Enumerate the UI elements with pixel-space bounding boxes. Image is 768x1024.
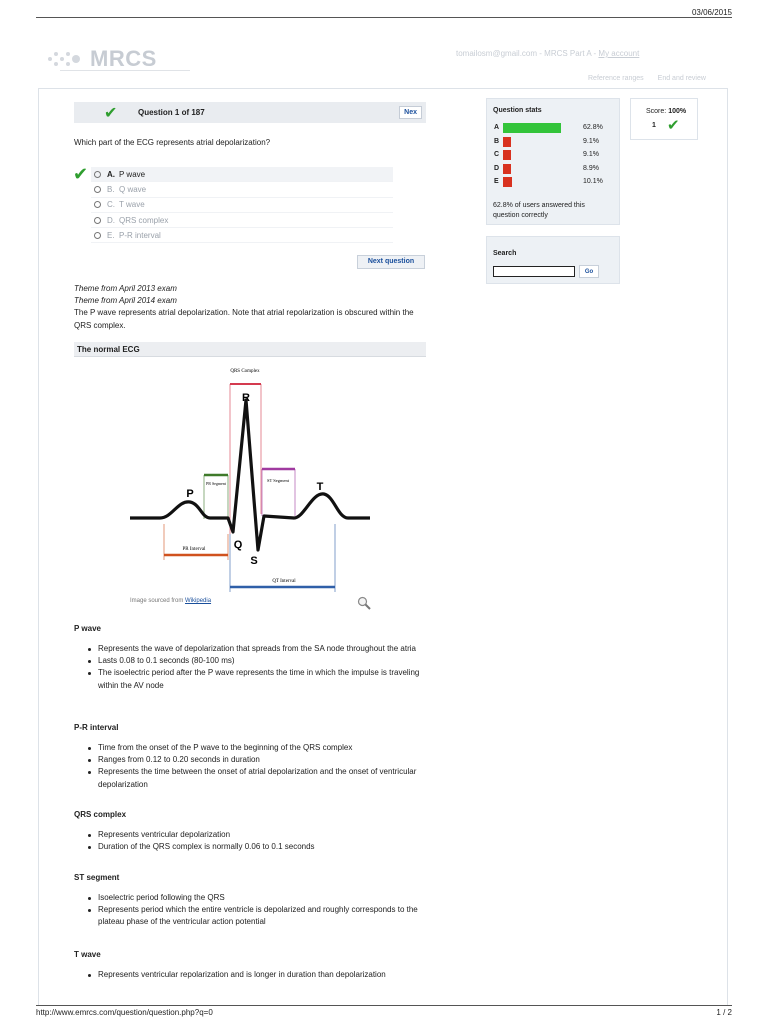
stats-percent: 10.1% — [583, 178, 603, 185]
question-text: Which part of the ECG represents atrial depolarization? — [74, 138, 271, 147]
search-title: Search — [493, 250, 517, 257]
end-and-review-link[interactable]: End and review — [657, 75, 706, 82]
next-question-button[interactable]: Next question — [357, 255, 425, 269]
stats-percent: 62.8% — [583, 124, 603, 131]
stats-percent: 9.1% — [583, 151, 599, 158]
pr-segment-label: PR Segment — [206, 481, 226, 486]
wikipedia-link[interactable]: Wikipedia — [185, 598, 212, 604]
ecg-trace — [130, 400, 370, 550]
option-label: T wave — [119, 200, 145, 210]
option-label: Q wave — [119, 184, 147, 194]
option-letter: C. — [107, 200, 115, 210]
stats-footnote: 62.8% of users answered this question correctly — [493, 202, 585, 219]
list-item: Time from the onset of the P wave to the beginning of the QRS complex — [88, 742, 428, 754]
zoom-icon[interactable] — [357, 596, 371, 610]
score-count: 1 — [652, 122, 656, 129]
section-title-t-wave: T wave — [74, 950, 101, 959]
stats-letter: D — [494, 164, 500, 172]
pr-interval-label: PR Interval — [182, 547, 206, 552]
option-letter: A. — [107, 169, 115, 179]
footer-page-number: 1 / 2 — [716, 1008, 732, 1017]
score-caption: Score: — [646, 108, 667, 115]
score-label — [646, 108, 686, 115]
list-item: The isoelectric period after the P wave represents the time in which the impulse is traveling within the AV node — [88, 667, 428, 691]
stats-bar — [503, 164, 511, 174]
question-header — [74, 102, 426, 123]
radio-icon[interactable] — [94, 201, 101, 208]
option-d[interactable] — [91, 213, 393, 228]
radio-icon[interactable] — [94, 171, 101, 178]
content-frame-top — [38, 88, 728, 89]
stats-bar — [503, 150, 511, 160]
stats-letter: A — [494, 124, 500, 131]
theme-notes — [74, 283, 177, 307]
p-wave-label: P — [186, 488, 194, 500]
answer-check-icon: ✔ — [73, 164, 89, 184]
st-segment-label: ST Segment — [266, 478, 290, 483]
correct-check-icon: ✔ — [104, 105, 118, 122]
logo-dots-icon — [46, 48, 84, 70]
question-stats-panel — [486, 98, 620, 225]
option-b[interactable] — [91, 182, 393, 197]
r-wave-label: R — [242, 392, 250, 404]
list-item: Represents ventricular depolarization — [88, 829, 428, 841]
stats-bar — [503, 137, 511, 147]
section-title-p-wave: P wave — [74, 624, 101, 633]
stats-title: Question stats — [493, 107, 542, 114]
my-account-link[interactable]: My account — [598, 49, 640, 58]
ecg-diagram — [120, 364, 380, 604]
list-item: Represents period which the entire ventricle is depolarized and roughly corresponds to the plateau phase of the ventricular action potential — [88, 904, 428, 928]
site-logo[interactable] — [46, 46, 157, 72]
qt-interval-label: QT Interval — [272, 579, 296, 584]
stats-row-d — [493, 164, 617, 175]
stats-bar — [503, 123, 561, 133]
theme-note: Theme from April 2013 exam — [74, 284, 177, 293]
list-item: Represents the wave of depolarization that spreads from the SA node throughout the atria — [88, 643, 428, 655]
section-heading-normal-ecg: The normal ECG — [74, 342, 426, 357]
answer-options — [91, 167, 393, 243]
option-a[interactable] — [91, 167, 393, 182]
footer-url: http://www.emrcs.com/question/question.php?q=0 — [36, 1008, 213, 1017]
option-e[interactable] — [91, 228, 393, 243]
stats-letter: C — [494, 151, 500, 158]
st-segment-list — [88, 892, 428, 929]
search-input[interactable] — [493, 266, 575, 277]
caption-prefix: Image sourced from — [130, 598, 184, 604]
stats-percent: 9.1% — [583, 137, 599, 145]
t-wave-label: T — [316, 481, 324, 493]
stats-row-b — [493, 137, 617, 148]
option-letter: E. — [107, 230, 115, 240]
stats-letter: B — [494, 137, 500, 145]
list-item: Lasts 0.08 to 0.1 seconds (80-100 ms) — [88, 655, 428, 667]
sub-navigation — [588, 75, 706, 82]
stats-row-e — [493, 177, 617, 188]
option-letter: B. — [107, 184, 115, 194]
list-item: Ranges from 0.12 to 0.20 seconds in duration — [88, 754, 428, 766]
user-info — [456, 49, 639, 58]
t-wave-list — [88, 969, 428, 981]
search-panel — [486, 236, 620, 284]
image-caption — [130, 598, 211, 604]
bottom-divider — [36, 1005, 732, 1006]
p-wave-list — [88, 643, 428, 692]
section-title-st-segment: ST segment — [74, 873, 120, 882]
radio-icon[interactable] — [94, 217, 101, 224]
option-label: P wave — [119, 169, 146, 179]
stats-letter: E — [494, 178, 499, 185]
logo-underline — [60, 70, 190, 71]
explanation-text: The P wave represents atrial depolarization. Note that atrial repolarization is obscured within the QRS complex. — [74, 308, 414, 330]
qrs-complex-list — [88, 829, 428, 853]
list-item: Duration of the QRS complex is normally 0.06 to 0.1 seconds — [88, 841, 428, 853]
theme-note: Theme from April 2014 exam — [74, 296, 177, 305]
option-label: P-R interval — [119, 230, 161, 240]
section-title-qrs-complex: QRS complex — [74, 810, 127, 819]
q-wave-label: Q — [233, 539, 243, 551]
reference-ranges-link[interactable]: Reference ranges — [588, 75, 644, 82]
stats-row-c — [493, 150, 617, 161]
course-label: - MRCS Part A - — [539, 49, 597, 58]
print-date: 03/06/2015 — [691, 8, 732, 17]
s-wave-label: S — [250, 555, 258, 567]
list-item: Represents ventricular repolarization and is longer in duration than depolarization — [88, 969, 428, 981]
radio-icon[interactable] — [94, 186, 101, 193]
pr-interval-list — [88, 742, 428, 791]
option-label: QRS complex — [119, 215, 169, 225]
score-panel — [630, 98, 698, 140]
content-frame-left — [38, 88, 39, 1005]
top-divider — [36, 17, 732, 18]
radio-icon[interactable] — [94, 232, 101, 239]
stats-percent: 8.9% — [583, 164, 599, 172]
score-value: 100% — [668, 108, 687, 115]
score-check-icon: ✔ — [667, 117, 680, 134]
list-item: Isoelectric period following the QRS — [88, 892, 428, 904]
option-c[interactable] — [91, 198, 393, 213]
option-letter: D. — [107, 215, 115, 225]
stats-row-a — [493, 123, 617, 134]
content-frame-right — [727, 88, 728, 1005]
search-go-button[interactable]: Go — [579, 265, 599, 278]
logo-text: MRCS — [90, 46, 157, 71]
stats-bar — [503, 177, 512, 187]
user-email: tomailosm@gmail.com — [456, 49, 538, 58]
qrs-complex-label: QRS Complex — [230, 369, 260, 374]
list-item: Represents the time between the onset of atrial depolarization and the onset of ventricular depolarization — [88, 766, 428, 790]
question-number: Question 1 of 187 — [138, 108, 205, 117]
next-short-button[interactable]: Nex — [399, 106, 422, 119]
section-title-pr-interval: P-R interval — [74, 723, 119, 732]
